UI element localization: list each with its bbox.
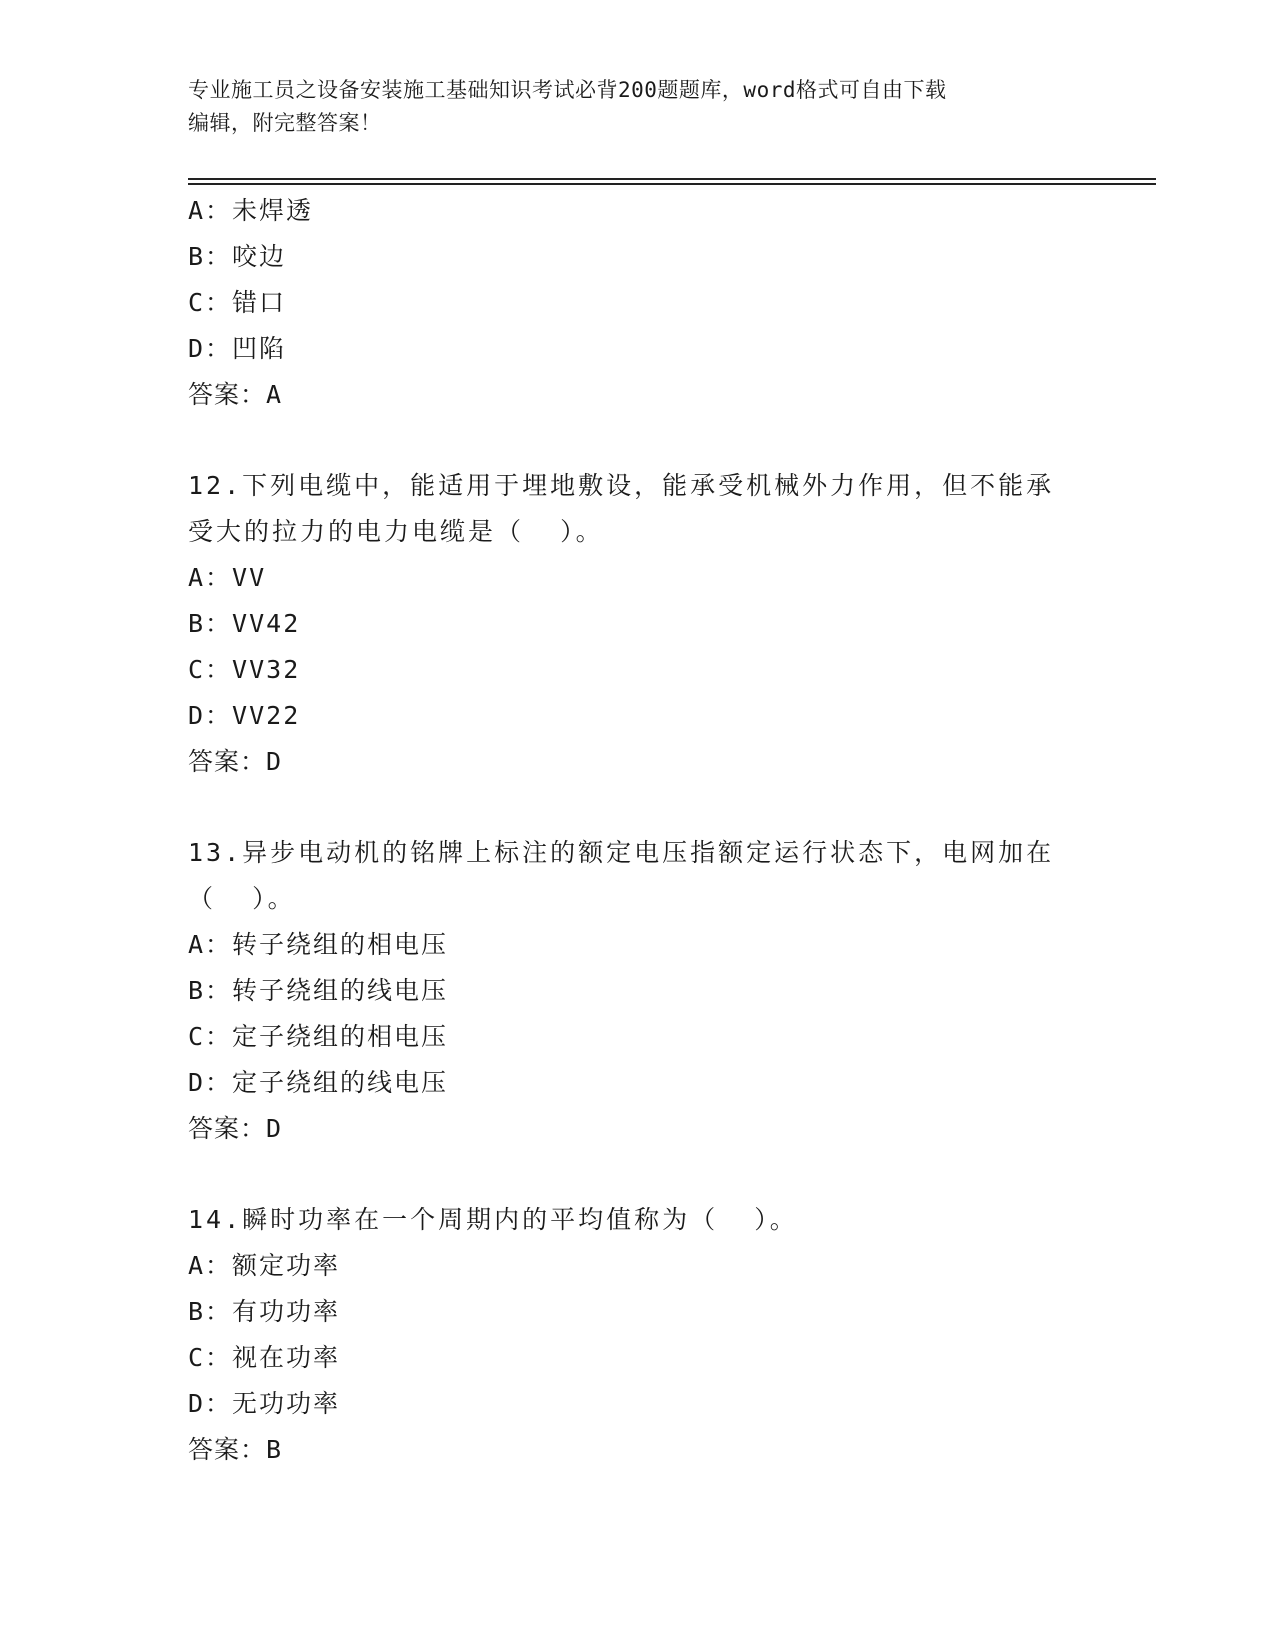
question-text-line-1: 12.下列电缆中，能适用于埋地敷设，能承受机械外力作用，但不能承 [188,471,1055,500]
option-a: A：未焊透 [188,196,314,225]
question-text-line-1: 14.瞬时功率在一个周期内的平均值称为（ ）。 [188,1205,798,1234]
question-text-line-2: （ ）。 [188,884,296,913]
option-b: B：有功功率 [188,1297,341,1326]
option-c: C：视在功率 [188,1343,341,1372]
option-a: A：额定功率 [188,1251,341,1280]
answer-line: 答案：A [188,380,283,409]
question-11 [188,188,1088,418]
header-rule-bottom [188,183,1156,185]
header-title-line-2: 编辑，附完整答案！ [188,111,382,135]
answer-line: 答案：D [188,1114,283,1143]
header-title-line-1: 专业施工员之设备安装施工基础知识考试必背200题题库，word格式可自由下载 [188,78,947,102]
option-b: B：转子绕组的线电压 [188,976,449,1005]
option-a: A：转子绕组的相电压 [188,930,449,959]
option-b: B：VV42 [188,609,301,638]
question-list [188,188,1088,1473]
header-rule-top [188,178,1156,180]
option-c: C：VV32 [188,655,301,684]
question-text-line-2: 受大的拉力的电力电缆是（ ）。 [188,517,604,546]
question-text-line-1: 13.异步电动机的铭牌上标注的额定电压指额定运行状态下，电网加在 [188,838,1055,867]
option-d: D：无功功率 [188,1389,341,1418]
question-12 [188,463,1088,785]
question-spacer [188,418,1088,463]
answer-line: 答案：D [188,747,283,776]
question-spacer [188,785,1088,830]
question-spacer [188,1152,1088,1197]
question-13 [188,830,1088,1152]
option-a: A：VV [188,563,267,592]
answer-line: 答案：B [188,1435,283,1464]
option-b: B：咬边 [188,242,287,271]
option-c: C：定子绕组的相电压 [188,1022,449,1051]
question-14 [188,1197,1088,1473]
option-d: D：VV22 [188,701,301,730]
option-d: D：定子绕组的线电压 [188,1068,449,1097]
document-header [188,74,1068,140]
option-d: D：凹陷 [188,334,287,363]
option-c: C：错口 [188,288,287,317]
